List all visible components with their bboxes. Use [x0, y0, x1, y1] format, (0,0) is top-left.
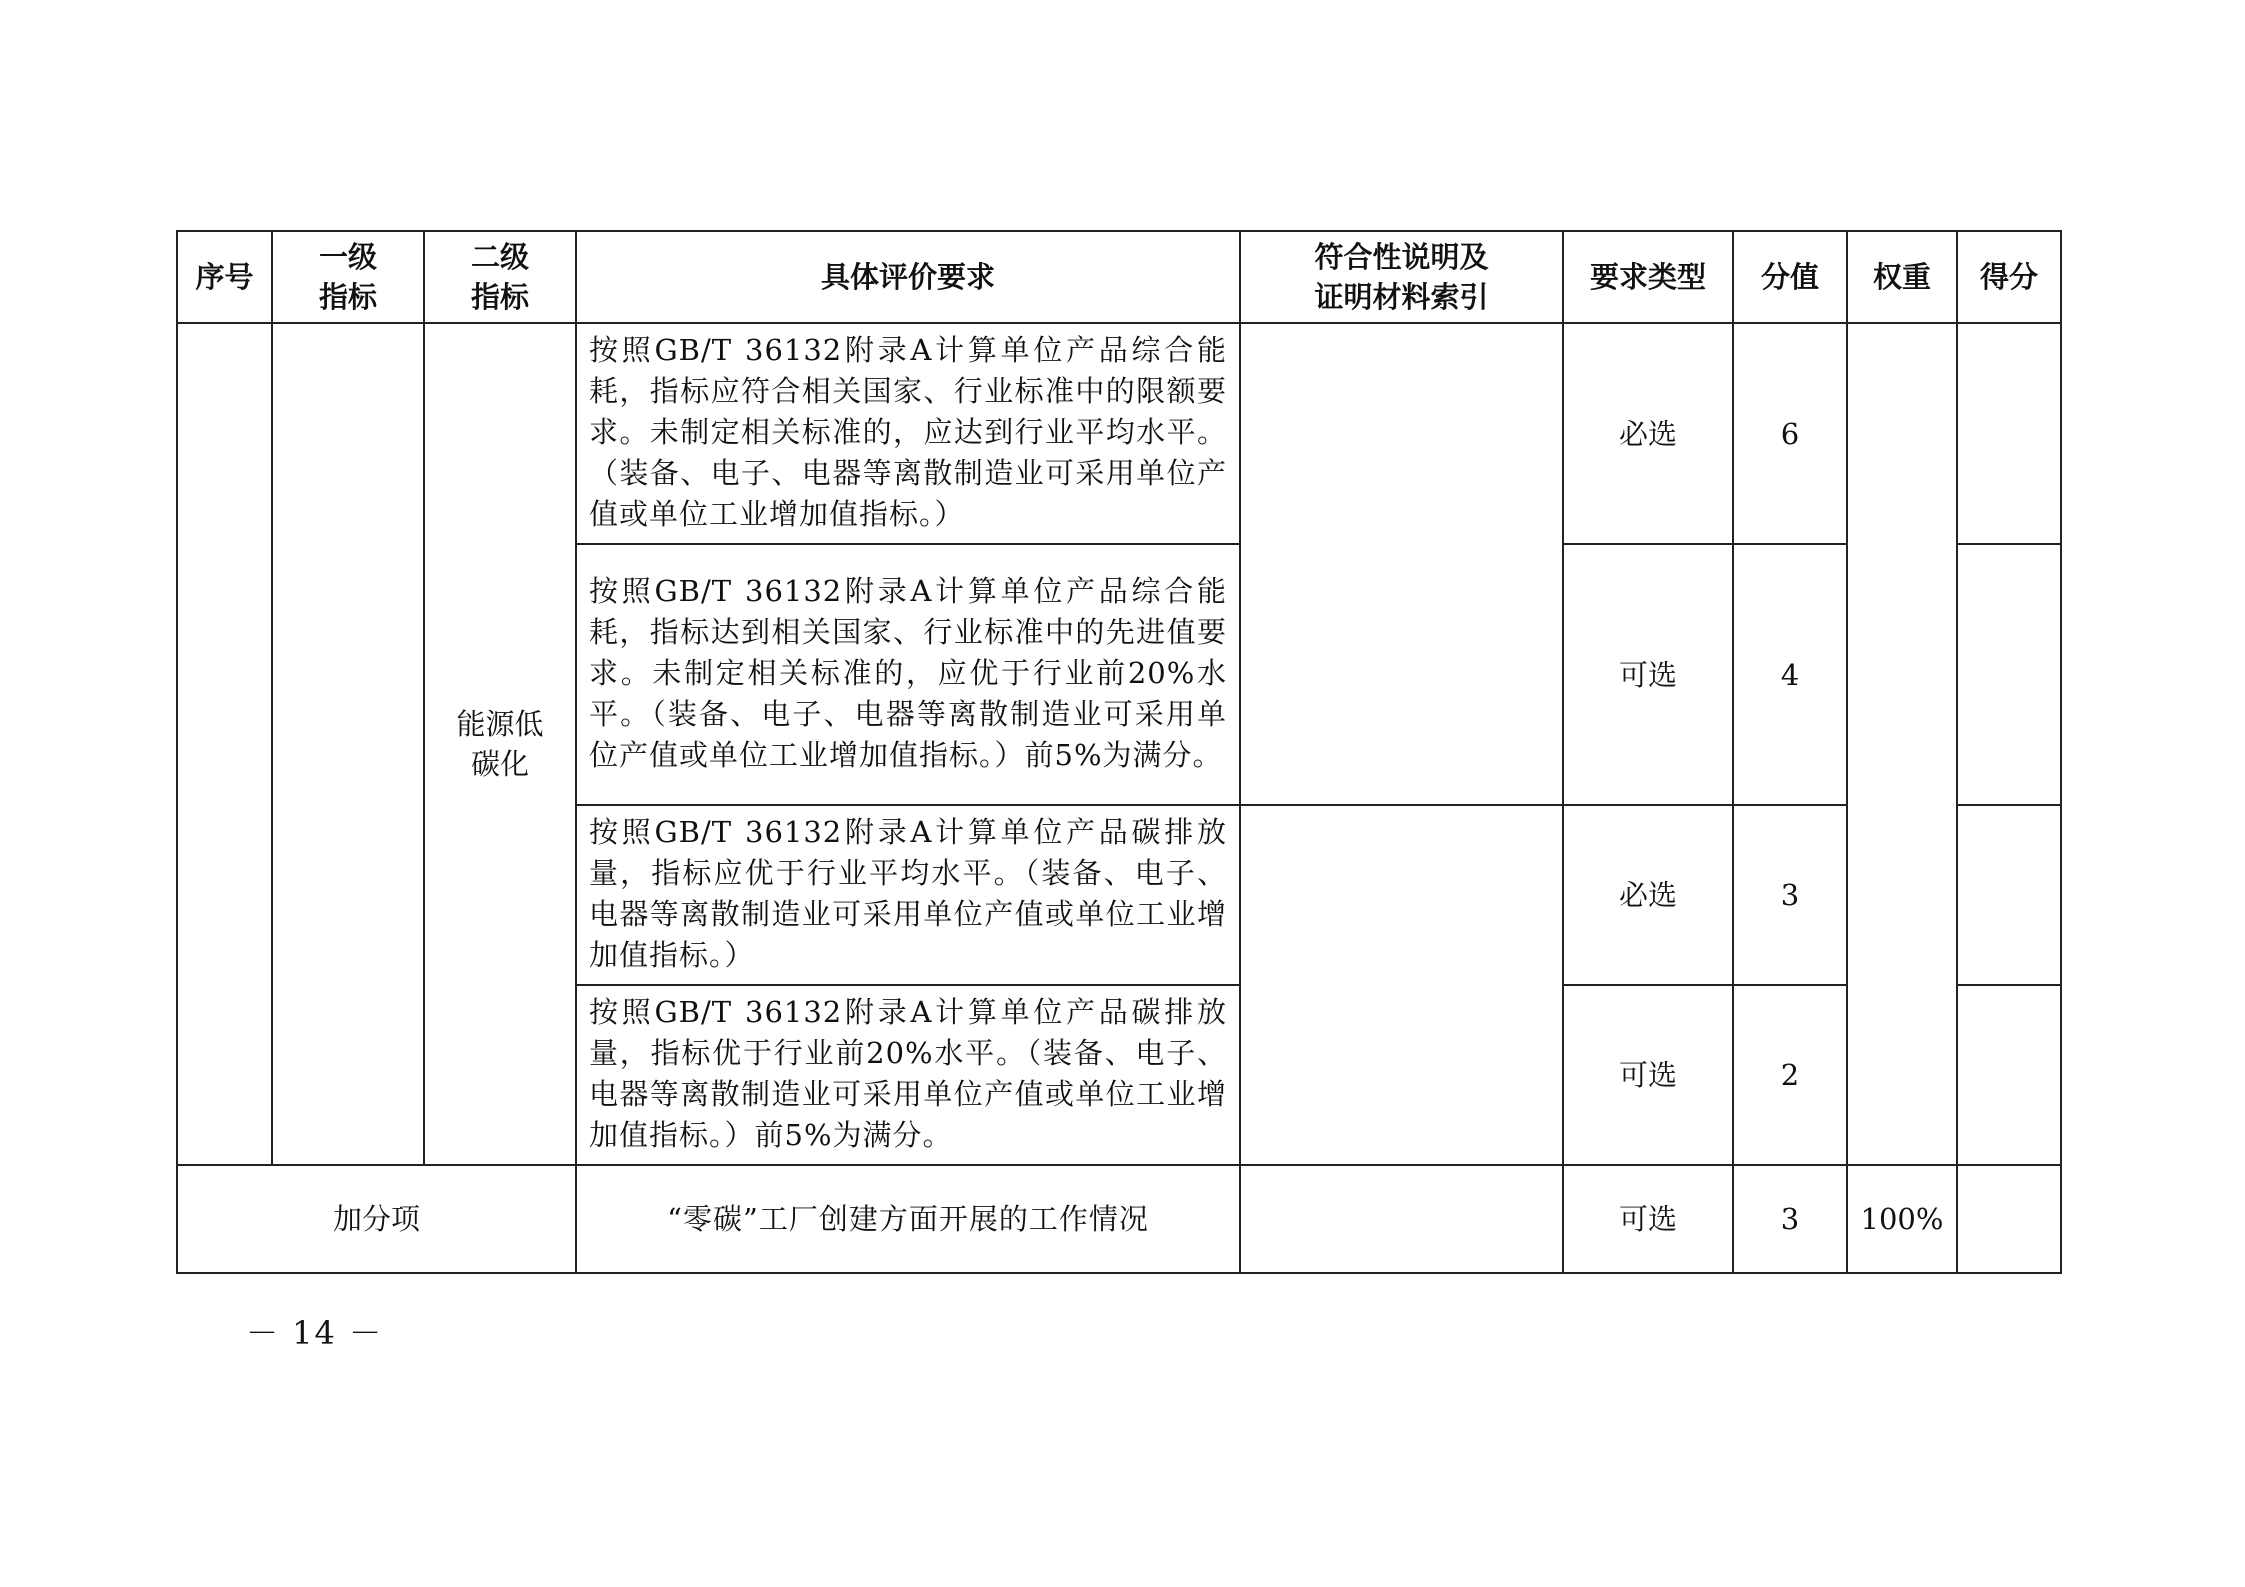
score-value-cell: 3	[1733, 805, 1847, 985]
compliance-cell	[1240, 323, 1563, 805]
bonus-req-type: 可选	[1563, 1165, 1733, 1273]
bonus-weight: 100%	[1847, 1165, 1957, 1273]
score-cell	[1957, 805, 2061, 985]
score-cell	[1957, 323, 2061, 544]
score-cell	[1957, 985, 2061, 1165]
header-seq: 序号	[177, 231, 272, 323]
score-value-cell: 4	[1733, 544, 1847, 805]
score-cell	[1957, 544, 2061, 805]
bonus-row	[177, 1165, 2061, 1273]
req-type-cell: 必选	[1563, 805, 1733, 985]
req-type-cell: 可选	[1563, 985, 1733, 1165]
evaluation-table	[176, 230, 2062, 1274]
bonus-score-cell	[1957, 1165, 2061, 1273]
header-requirement: 具体评价要求	[576, 231, 1240, 323]
requirement-cell: 按照GB/T 36132附录A计算单位产品碳排放量，指标应优于行业平均水平。（装备、电子、电器等离散制造业可采用单位产值或单位工业增加值指标。）	[576, 805, 1240, 985]
requirement-cell: 按照GB/T 36132附录A计算单位产品碳排放量，指标优于行业前20%水平。（装备、电子、电器等离散制造业可采用单位产值或单位工业增加值指标。）前5%为满分。	[576, 985, 1240, 1165]
header-weight: 权重	[1847, 231, 1957, 323]
weight-cell	[1847, 323, 1957, 1165]
header-req-type: 要求类型	[1563, 231, 1733, 323]
table-row	[177, 323, 2061, 544]
level2-indicator-cell: 能源低 碳化	[424, 323, 576, 1165]
seq-cell	[177, 323, 272, 1165]
requirement-cell: 按照GB/T 36132附录A计算单位产品综合能耗，指标达到相关国家、行业标准中的先进值要求。未制定相关标准的，应优于行业前20%水平。（装备、电子、电器等离散制造业可采用单位产值或单位工业增加值指标。）前5%为满分。	[576, 544, 1240, 805]
score-value-cell: 2	[1733, 985, 1847, 1165]
score-value-cell: 6	[1733, 323, 1847, 544]
header-level2: 二级 指标	[424, 231, 576, 323]
bonus-score-value: 3	[1733, 1165, 1847, 1273]
compliance-cell	[1240, 805, 1563, 1165]
req-type-cell: 必选	[1563, 323, 1733, 544]
requirement-cell: 按照GB/T 36132附录A计算单位产品综合能耗，指标应符合相关国家、行业标准中的限额要求。未制定相关标准的，应达到行业平均水平。（装备、电子、电器等离散制造业可采用单位产值或单位工业增加值指标。）	[576, 323, 1240, 544]
header-score: 得分	[1957, 231, 2061, 323]
header-score-value: 分值	[1733, 231, 1847, 323]
level1-cell	[272, 323, 424, 1165]
bonus-compliance-cell	[1240, 1165, 1563, 1273]
page-number: － 14 －	[246, 1314, 384, 1352]
req-type-cell: 可选	[1563, 544, 1733, 805]
bonus-requirement: “零碳”工厂创建方面开展的工作情况	[576, 1165, 1240, 1273]
header-level1: 一级 指标	[272, 231, 424, 323]
header-compliance: 符合性说明及 证明材料索引	[1240, 231, 1563, 323]
bonus-label: 加分项	[177, 1165, 576, 1273]
table-header-row	[177, 231, 2061, 323]
